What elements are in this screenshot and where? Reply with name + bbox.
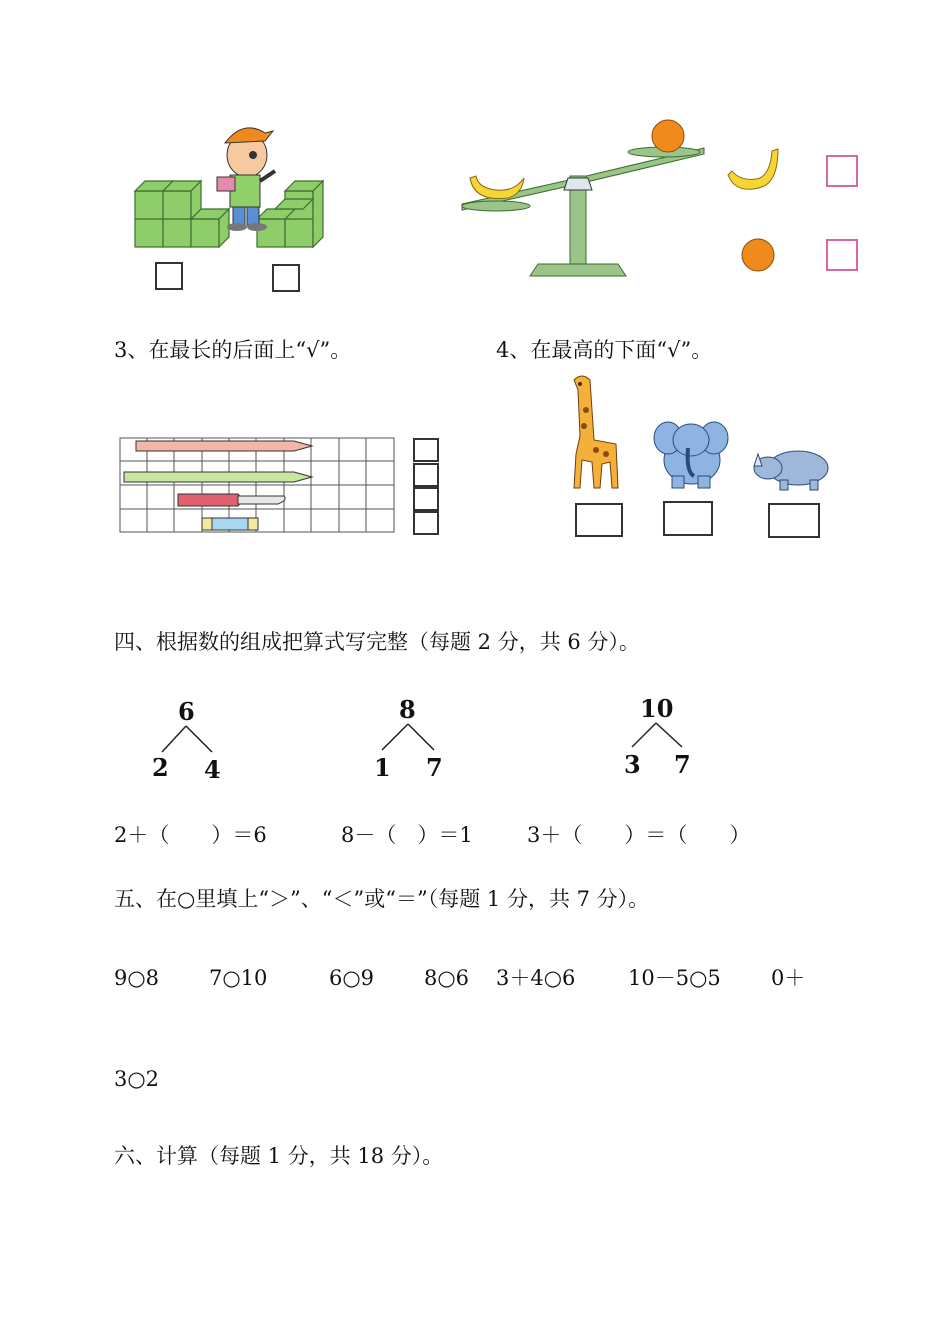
section-5-title: 五、在○里填上“＞”、“＜”或“＝”（每题 1 分，共 7 分）。 xyxy=(114,887,650,911)
answer-box-elephant[interactable] xyxy=(663,501,713,536)
compare-item-5: 3＋4○6 xyxy=(496,966,576,990)
number-tree-2 xyxy=(370,696,450,780)
compare-item-4: 8○6 xyxy=(424,966,470,990)
compare-item-2: 7○10 xyxy=(209,966,268,990)
compare-item-7: 0＋ xyxy=(771,966,806,990)
answer-box-left-cubes[interactable] xyxy=(155,262,183,290)
balance-scale-figure xyxy=(458,118,708,283)
equation-2: 8－（ ）＝1 xyxy=(341,823,473,847)
equation-1: 2＋（ ）＝6 xyxy=(114,823,267,847)
boy-cubes-figure xyxy=(125,115,335,265)
answer-box-banana[interactable] xyxy=(826,155,858,187)
tree-1-right: 4 xyxy=(204,755,221,784)
compare-item-6: 10－5○5 xyxy=(628,966,721,990)
section-4-title: 四、根据数的组成把算式写完整（每题 2 分，共 6 分）。 xyxy=(114,630,640,654)
compare-item-8: 3○2 xyxy=(114,1067,160,1091)
answer-box-giraffe[interactable] xyxy=(575,503,623,537)
orange-picture xyxy=(740,236,776,272)
answer-box-row1[interactable] xyxy=(413,438,439,462)
answer-box-row4[interactable] xyxy=(413,511,439,535)
banana-picture xyxy=(726,145,782,195)
tree-1-top: 6 xyxy=(178,697,195,726)
tree-1-left: 2 xyxy=(152,753,169,782)
answer-box-row3[interactable] xyxy=(413,487,439,511)
compare-item-1: 9○8 xyxy=(114,966,160,990)
answer-box-orange[interactable] xyxy=(826,239,858,271)
answer-box-rhino[interactable] xyxy=(768,503,820,538)
equation-3: 3＋（ ）＝（ ） xyxy=(527,823,751,847)
number-tree-1 xyxy=(148,698,228,782)
tree-3-top: 10 xyxy=(640,694,674,723)
section-6-title: 六、计算（每题 1 分，共 18 分）。 xyxy=(114,1144,444,1168)
tree-3-left: 3 xyxy=(624,750,641,779)
answer-box-right-cubes[interactable] xyxy=(272,264,300,292)
tree-2-right: 7 xyxy=(426,753,443,782)
answer-box-row2[interactable] xyxy=(413,463,439,487)
compare-item-3: 6○9 xyxy=(329,966,375,990)
number-tree-3 xyxy=(618,695,698,779)
length-grid-figure xyxy=(118,436,398,536)
tree-3-right: 7 xyxy=(674,750,691,779)
question-3-label: 3、在最长的后面上“√”。 xyxy=(114,338,352,362)
giraffe-picture xyxy=(560,370,626,492)
rhino-picture xyxy=(750,446,832,492)
elephant-picture xyxy=(652,414,730,492)
tree-2-top: 8 xyxy=(399,695,416,724)
question-4-label: 4、在最高的下面“√”。 xyxy=(496,338,713,362)
tree-2-left: 1 xyxy=(374,753,391,782)
